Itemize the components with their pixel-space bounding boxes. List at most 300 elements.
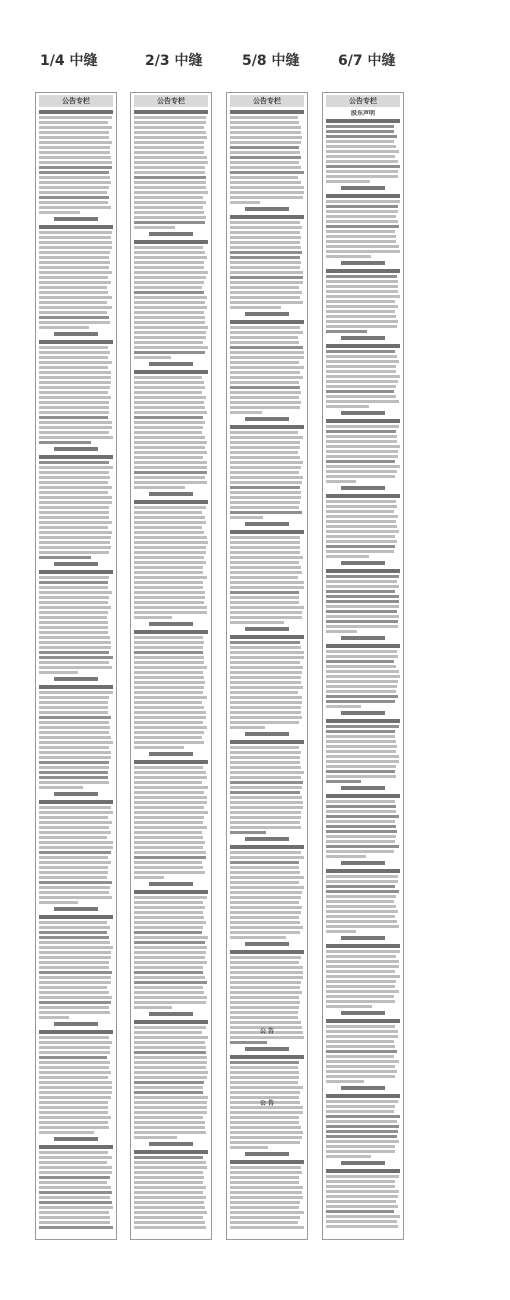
text-line bbox=[230, 506, 299, 509]
text-line bbox=[230, 561, 299, 564]
text-line bbox=[39, 811, 113, 814]
text-line bbox=[134, 431, 202, 434]
text-line bbox=[39, 721, 109, 724]
text-line bbox=[134, 526, 202, 529]
text-line bbox=[230, 530, 304, 534]
text-line bbox=[134, 676, 204, 679]
text-line bbox=[134, 1156, 203, 1159]
text-line bbox=[230, 751, 301, 754]
text-line bbox=[326, 1125, 399, 1128]
text-line bbox=[230, 276, 303, 279]
text-line bbox=[230, 666, 303, 669]
text-line bbox=[230, 551, 300, 554]
text-line bbox=[230, 1086, 303, 1089]
text-line bbox=[134, 760, 208, 764]
text-line bbox=[39, 776, 108, 779]
notice-column-1 bbox=[35, 92, 117, 1240]
text-line bbox=[230, 986, 300, 989]
text-line bbox=[326, 425, 399, 428]
text-line bbox=[230, 546, 300, 549]
text-line bbox=[230, 331, 303, 334]
text-line bbox=[39, 1221, 110, 1224]
text-line bbox=[230, 1036, 304, 1039]
text-line bbox=[134, 1216, 203, 1219]
text-line bbox=[134, 871, 205, 874]
text-line bbox=[230, 261, 301, 264]
text-line bbox=[134, 1101, 207, 1104]
text-line bbox=[230, 1121, 299, 1124]
text-line bbox=[230, 921, 300, 924]
text-line bbox=[39, 471, 109, 474]
text-line bbox=[39, 110, 113, 114]
text-line bbox=[326, 145, 396, 148]
text-line bbox=[134, 896, 207, 899]
text-line bbox=[326, 530, 399, 533]
text-line bbox=[326, 770, 395, 773]
text-line bbox=[134, 346, 208, 349]
text-line bbox=[230, 371, 300, 374]
text-line bbox=[230, 476, 303, 479]
text-line bbox=[230, 1186, 303, 1189]
text-line bbox=[39, 661, 109, 664]
text-line bbox=[134, 516, 205, 519]
text-line bbox=[326, 135, 397, 138]
text-line bbox=[230, 271, 303, 274]
text-line bbox=[230, 126, 301, 129]
text-line bbox=[326, 445, 400, 448]
text-line bbox=[326, 595, 399, 598]
text-line bbox=[134, 486, 185, 489]
text-line bbox=[39, 685, 113, 689]
text-line bbox=[39, 691, 113, 694]
text-line bbox=[39, 1166, 112, 1169]
text-line bbox=[230, 356, 304, 359]
text-line bbox=[134, 866, 203, 869]
notice-divider bbox=[245, 207, 289, 211]
text-line bbox=[134, 1051, 206, 1054]
text-line bbox=[39, 836, 107, 839]
text-line bbox=[326, 235, 396, 238]
text-line bbox=[134, 1186, 206, 1189]
text-line bbox=[39, 141, 112, 144]
text-line bbox=[39, 166, 112, 169]
text-line bbox=[134, 181, 206, 184]
text-line bbox=[230, 816, 301, 819]
text-line bbox=[134, 1071, 208, 1074]
text-line bbox=[230, 1091, 300, 1094]
text-line bbox=[134, 471, 207, 474]
text-line bbox=[39, 276, 108, 279]
text-line bbox=[134, 806, 204, 809]
text-line bbox=[230, 346, 303, 349]
text-line bbox=[39, 736, 111, 739]
text-line bbox=[39, 1056, 107, 1059]
text-line bbox=[230, 536, 300, 539]
text-line bbox=[39, 131, 109, 134]
text-line bbox=[39, 570, 113, 574]
text-line bbox=[134, 821, 203, 824]
text-line bbox=[39, 531, 112, 534]
text-line bbox=[134, 1026, 206, 1029]
text-line bbox=[39, 956, 111, 959]
text-line bbox=[326, 305, 398, 308]
text-line bbox=[326, 670, 399, 673]
text-line bbox=[326, 990, 399, 993]
text-line bbox=[134, 986, 203, 989]
text-line bbox=[326, 1019, 400, 1023]
text-line bbox=[134, 1201, 204, 1204]
text-line bbox=[230, 196, 303, 199]
text-line bbox=[39, 971, 112, 974]
text-line bbox=[134, 1211, 207, 1214]
text-line bbox=[134, 1150, 208, 1154]
text-line bbox=[230, 696, 302, 699]
text-line bbox=[326, 545, 395, 548]
text-line bbox=[326, 1195, 398, 1198]
text-line bbox=[230, 831, 266, 834]
column-body bbox=[230, 110, 304, 1230]
text-line bbox=[134, 536, 207, 539]
text-line bbox=[230, 161, 299, 164]
text-line bbox=[326, 1225, 398, 1228]
text-line bbox=[39, 606, 111, 609]
text-line bbox=[326, 225, 399, 228]
text-line bbox=[230, 431, 298, 434]
text-line bbox=[39, 1176, 110, 1179]
text-line bbox=[39, 881, 112, 884]
text-line bbox=[230, 166, 301, 169]
text-line bbox=[134, 156, 207, 159]
text-line bbox=[230, 1166, 301, 1169]
text-line bbox=[39, 391, 108, 394]
text-line bbox=[39, 1061, 110, 1064]
text-line bbox=[230, 611, 302, 614]
text-line bbox=[134, 931, 202, 934]
text-line bbox=[326, 165, 400, 168]
text-line bbox=[230, 571, 302, 574]
text-line bbox=[39, 636, 110, 639]
text-line bbox=[230, 706, 301, 709]
notice-divider bbox=[245, 942, 289, 946]
text-line bbox=[326, 170, 398, 173]
text-line bbox=[230, 1016, 298, 1019]
text-line bbox=[230, 635, 304, 639]
text-line bbox=[39, 441, 91, 444]
text-line bbox=[134, 696, 207, 699]
text-line bbox=[326, 650, 397, 653]
text-line bbox=[326, 780, 361, 783]
text-line bbox=[326, 975, 400, 978]
text-line bbox=[134, 651, 203, 654]
text-line bbox=[134, 656, 204, 659]
text-line bbox=[326, 950, 400, 953]
text-line bbox=[326, 1065, 395, 1068]
text-line bbox=[39, 841, 113, 844]
text-line bbox=[39, 376, 111, 379]
text-line bbox=[134, 956, 205, 959]
text-line bbox=[230, 191, 304, 194]
text-line bbox=[326, 745, 397, 748]
text-line bbox=[39, 631, 108, 634]
text-line bbox=[326, 1115, 400, 1118]
text-line bbox=[230, 1141, 300, 1144]
text-line bbox=[39, 231, 112, 234]
text-line bbox=[134, 916, 204, 919]
text-line bbox=[39, 311, 107, 314]
text-line bbox=[326, 455, 398, 458]
text-line bbox=[230, 141, 301, 144]
text-line bbox=[134, 586, 203, 589]
text-line bbox=[39, 800, 113, 804]
notice-divider bbox=[245, 312, 289, 316]
text-line bbox=[230, 1131, 303, 1134]
text-line bbox=[326, 685, 397, 688]
text-line bbox=[230, 466, 301, 469]
text-line bbox=[39, 146, 110, 149]
text-line bbox=[230, 756, 300, 759]
text-line bbox=[326, 230, 395, 233]
text-line bbox=[326, 690, 396, 693]
notice-divider bbox=[245, 837, 289, 841]
text-line bbox=[230, 716, 302, 719]
text-line bbox=[230, 116, 298, 119]
header-col-4: 6/7 中缝 bbox=[338, 53, 396, 69]
text-line bbox=[134, 1006, 172, 1009]
text-line bbox=[230, 246, 301, 249]
text-line bbox=[230, 651, 304, 654]
text-line bbox=[326, 295, 400, 298]
text-line bbox=[134, 166, 205, 169]
text-line bbox=[39, 1196, 110, 1199]
text-line bbox=[326, 600, 399, 603]
text-line bbox=[230, 391, 301, 394]
text-line bbox=[326, 1180, 395, 1183]
text-line bbox=[326, 210, 398, 213]
notice-divider bbox=[341, 186, 385, 190]
text-line bbox=[39, 901, 78, 904]
text-line bbox=[39, 291, 108, 294]
text-line bbox=[39, 266, 109, 269]
text-line bbox=[134, 721, 203, 724]
text-line bbox=[134, 1171, 203, 1174]
text-line bbox=[326, 880, 398, 883]
text-line bbox=[134, 776, 207, 779]
text-line bbox=[326, 955, 396, 958]
text-line bbox=[39, 866, 108, 869]
text-line bbox=[134, 321, 205, 324]
text-line bbox=[230, 1071, 299, 1074]
notice-divider bbox=[54, 217, 98, 221]
text-line bbox=[134, 191, 208, 194]
text-line bbox=[326, 620, 398, 623]
text-line bbox=[39, 386, 110, 389]
text-line bbox=[230, 381, 299, 384]
text-line bbox=[230, 931, 300, 934]
text-line bbox=[134, 1081, 204, 1084]
text-line bbox=[326, 740, 396, 743]
text-line bbox=[39, 116, 112, 119]
text-line bbox=[230, 1001, 300, 1004]
text-line bbox=[39, 396, 111, 399]
text-line bbox=[39, 981, 111, 984]
text-line bbox=[39, 491, 108, 494]
text-line bbox=[230, 676, 301, 679]
text-line bbox=[326, 800, 395, 803]
text-line bbox=[230, 681, 301, 684]
text-line bbox=[326, 915, 395, 918]
text-line bbox=[230, 671, 302, 674]
text-line bbox=[326, 1075, 395, 1078]
text-line bbox=[326, 430, 396, 433]
text-line bbox=[39, 381, 111, 384]
text-line bbox=[230, 641, 300, 644]
text-line bbox=[39, 1201, 112, 1204]
text-line bbox=[134, 796, 207, 799]
text-line bbox=[230, 1126, 301, 1129]
text-line bbox=[230, 826, 301, 829]
text-line bbox=[134, 1221, 205, 1224]
text-line bbox=[134, 311, 204, 314]
text-line bbox=[39, 171, 109, 174]
text-line bbox=[134, 966, 203, 969]
text-line bbox=[230, 361, 299, 364]
notice-divider bbox=[54, 677, 98, 681]
text-line bbox=[326, 385, 396, 388]
text-line bbox=[230, 376, 303, 379]
text-line bbox=[39, 756, 111, 759]
text-line bbox=[134, 1176, 204, 1179]
text-line bbox=[134, 816, 204, 819]
text-line bbox=[134, 116, 206, 119]
text-line bbox=[326, 615, 399, 618]
text-line bbox=[134, 1196, 206, 1199]
text-line bbox=[39, 641, 111, 644]
notice-divider bbox=[341, 1086, 385, 1090]
text-line bbox=[326, 655, 398, 658]
text-line bbox=[39, 586, 108, 589]
text-line bbox=[230, 861, 299, 864]
text-line bbox=[39, 556, 91, 559]
notice-divider bbox=[341, 1161, 385, 1165]
text-line bbox=[326, 625, 398, 628]
text-line bbox=[134, 336, 206, 339]
text-line bbox=[230, 906, 302, 909]
text-line bbox=[134, 461, 207, 464]
text-line bbox=[326, 995, 394, 998]
text-line bbox=[134, 1226, 206, 1229]
text-line bbox=[326, 405, 369, 408]
text-line bbox=[326, 665, 396, 668]
text-line bbox=[134, 1096, 208, 1099]
text-line bbox=[134, 1126, 205, 1129]
text-line bbox=[326, 1155, 371, 1158]
text-line bbox=[326, 1055, 394, 1058]
text-line bbox=[39, 861, 111, 864]
text-line bbox=[39, 551, 109, 554]
text-line bbox=[230, 121, 299, 124]
text-line bbox=[134, 841, 205, 844]
text-line bbox=[326, 1215, 400, 1218]
text-line bbox=[326, 1185, 395, 1188]
text-line bbox=[326, 1045, 395, 1048]
text-line bbox=[230, 1211, 304, 1214]
notice-divider bbox=[341, 711, 385, 715]
text-line bbox=[39, 1111, 108, 1114]
text-line bbox=[326, 140, 394, 143]
text-line bbox=[134, 226, 175, 229]
text-line bbox=[326, 830, 397, 833]
notice-divider bbox=[245, 1047, 289, 1051]
text-line bbox=[39, 1006, 109, 1009]
text-line bbox=[39, 316, 109, 319]
text-line bbox=[230, 1176, 299, 1179]
text-line bbox=[326, 180, 370, 183]
text-line bbox=[326, 494, 400, 498]
text-line bbox=[230, 301, 303, 304]
text-line bbox=[134, 576, 207, 579]
notice-divider bbox=[149, 1142, 193, 1146]
text-line bbox=[326, 1220, 397, 1223]
text-line bbox=[39, 931, 107, 934]
text-line bbox=[134, 1191, 203, 1194]
text-line bbox=[230, 411, 262, 414]
text-line bbox=[326, 1000, 395, 1003]
text-line bbox=[326, 375, 400, 378]
text-line bbox=[230, 201, 260, 204]
text-line bbox=[39, 191, 107, 194]
text-line bbox=[39, 831, 111, 834]
text-line bbox=[134, 831, 202, 834]
text-line bbox=[230, 401, 301, 404]
text-line bbox=[39, 766, 109, 769]
text-line bbox=[134, 531, 204, 534]
text-line bbox=[230, 1055, 304, 1059]
text-line bbox=[326, 985, 395, 988]
text-line bbox=[134, 1086, 203, 1089]
text-line bbox=[39, 731, 109, 734]
notice-divider bbox=[341, 486, 385, 490]
text-line bbox=[326, 895, 396, 898]
text-line bbox=[230, 291, 302, 294]
notice-divider bbox=[245, 1152, 289, 1156]
notice-divider bbox=[341, 561, 385, 565]
text-line bbox=[326, 419, 400, 423]
text-line bbox=[39, 121, 108, 124]
text-line bbox=[326, 965, 399, 968]
text-line bbox=[134, 161, 208, 164]
text-line bbox=[326, 470, 397, 473]
text-line bbox=[326, 300, 395, 303]
text-line bbox=[230, 746, 299, 749]
text-line bbox=[326, 245, 399, 248]
text-line bbox=[134, 211, 204, 214]
text-line bbox=[134, 1131, 206, 1134]
text-line bbox=[134, 996, 207, 999]
text-line bbox=[134, 441, 207, 444]
text-line bbox=[134, 446, 205, 449]
text-line bbox=[134, 251, 205, 254]
text-line bbox=[230, 171, 304, 174]
text-line bbox=[134, 521, 206, 524]
text-line bbox=[230, 231, 300, 234]
text-line bbox=[134, 411, 207, 414]
text-line bbox=[134, 201, 206, 204]
text-line bbox=[230, 496, 301, 499]
column-title: 公告专栏 bbox=[230, 95, 304, 107]
text-line bbox=[326, 845, 399, 848]
text-line bbox=[134, 911, 203, 914]
text-line bbox=[39, 436, 113, 439]
